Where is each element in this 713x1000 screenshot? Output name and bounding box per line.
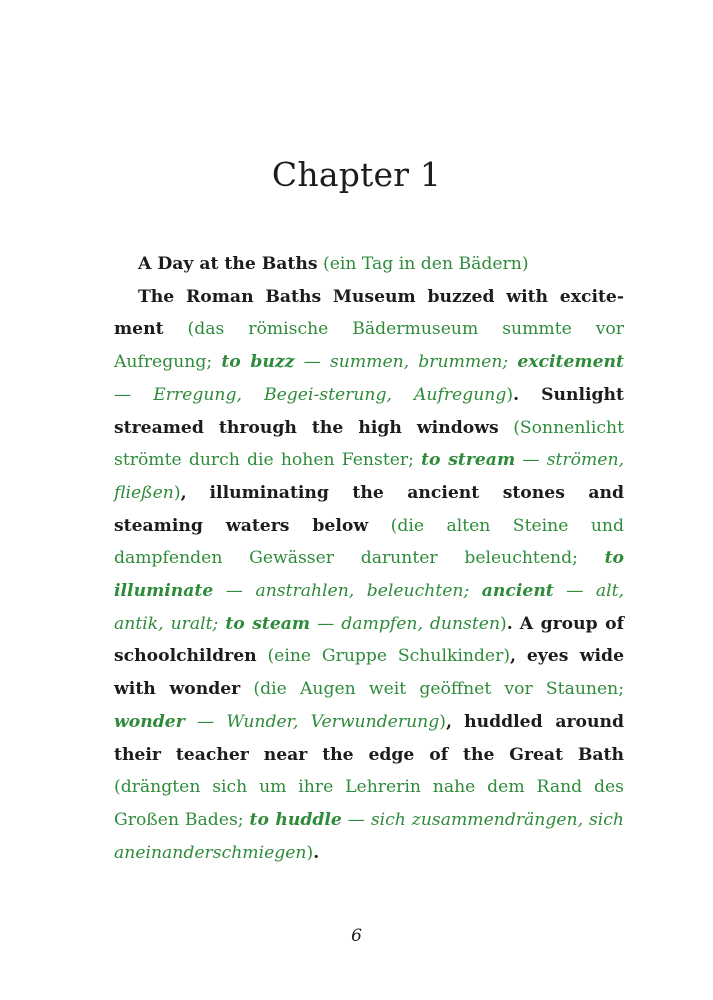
- english-sentence: eyes wide with wonder: [114, 646, 624, 700]
- vocab-definition: — dampfen, dunsten: [317, 613, 501, 634]
- translation-close: ): [506, 384, 514, 405]
- german-translation: (Sonnenlicht strömte durch die hohen Fenster;: [114, 417, 624, 471]
- vocab-term: to steam: [225, 613, 311, 634]
- english-sentence: huddled around their teacher near the edge of the Great Bath: [114, 711, 625, 765]
- chapter-title: Chapter 1: [271, 155, 442, 194]
- translation-close: ): [500, 613, 507, 634]
- vocab-definition: — sich zusammendrängen, sich aneinanderschmiegen: [114, 809, 624, 863]
- vocab-term: to stream: [421, 450, 516, 471]
- english-sentence: A group of schoolchildren: [114, 613, 625, 667]
- english-sentence: The Roman Baths Museum buzzed with excite-ment: [114, 286, 624, 340]
- vocab-definition: — summen, brummen;: [303, 352, 509, 373]
- vocab-term: ancient: [481, 581, 554, 602]
- punctuation: ,: [445, 711, 452, 732]
- vocab-term: wonder: [114, 711, 185, 732]
- german-translation: (die alten Steine und dampfenden Gewässer darunter beleuchtend;: [114, 515, 624, 569]
- english-sentence: illuminating the ancient stones and steaming waters below: [114, 482, 624, 536]
- vocab-term: to illuminate: [114, 548, 624, 602]
- punctuation: ,: [510, 646, 517, 667]
- vocab-term: to buzz: [221, 352, 295, 373]
- vocab-definition: — strömen, fließen: [114, 450, 624, 503]
- vocab-term: to huddle: [249, 809, 342, 830]
- translation-close: ): [173, 482, 181, 503]
- punctuation: .: [506, 613, 513, 634]
- german-translation: (das römische Bädermuseum summte vor Aufregung;: [114, 319, 625, 373]
- vocab-definition: — anstrahlen, beleuchten;: [225, 581, 470, 602]
- vocab-definition: — Wunder, Verwunderung: [196, 711, 440, 732]
- german-translation: (eine Gruppe Schulkinder): [267, 646, 511, 667]
- body-text: [114, 248, 624, 869]
- vocab-definition: — Erregung, Begei-sterung, Aufregung: [114, 384, 507, 405]
- story-paragraph: [114, 281, 624, 870]
- translation-close: ): [306, 842, 314, 863]
- translation-close: ): [439, 711, 446, 732]
- section-heading-translation: (ein Tag in den Bädern): [323, 254, 529, 274]
- punctuation: .: [313, 842, 320, 863]
- punctuation: .: [513, 384, 520, 405]
- punctuation: ,: [180, 482, 187, 503]
- vocab-term: excitement: [517, 352, 624, 373]
- vocab-definition: — alt, antik, uralt;: [114, 581, 625, 634]
- german-translation: (drängten sich um ihre Lehrerin nahe dem Rand des Großen Bades;: [114, 777, 624, 830]
- page-number: 6: [351, 926, 362, 946]
- section-heading-paragraph: [114, 248, 624, 281]
- german-translation: (die Augen weit geöffnet vor Staunen;: [253, 679, 624, 700]
- english-sentence: Sunlight streamed through the high windows: [114, 384, 624, 438]
- section-heading: A Day at the Baths: [138, 254, 318, 274]
